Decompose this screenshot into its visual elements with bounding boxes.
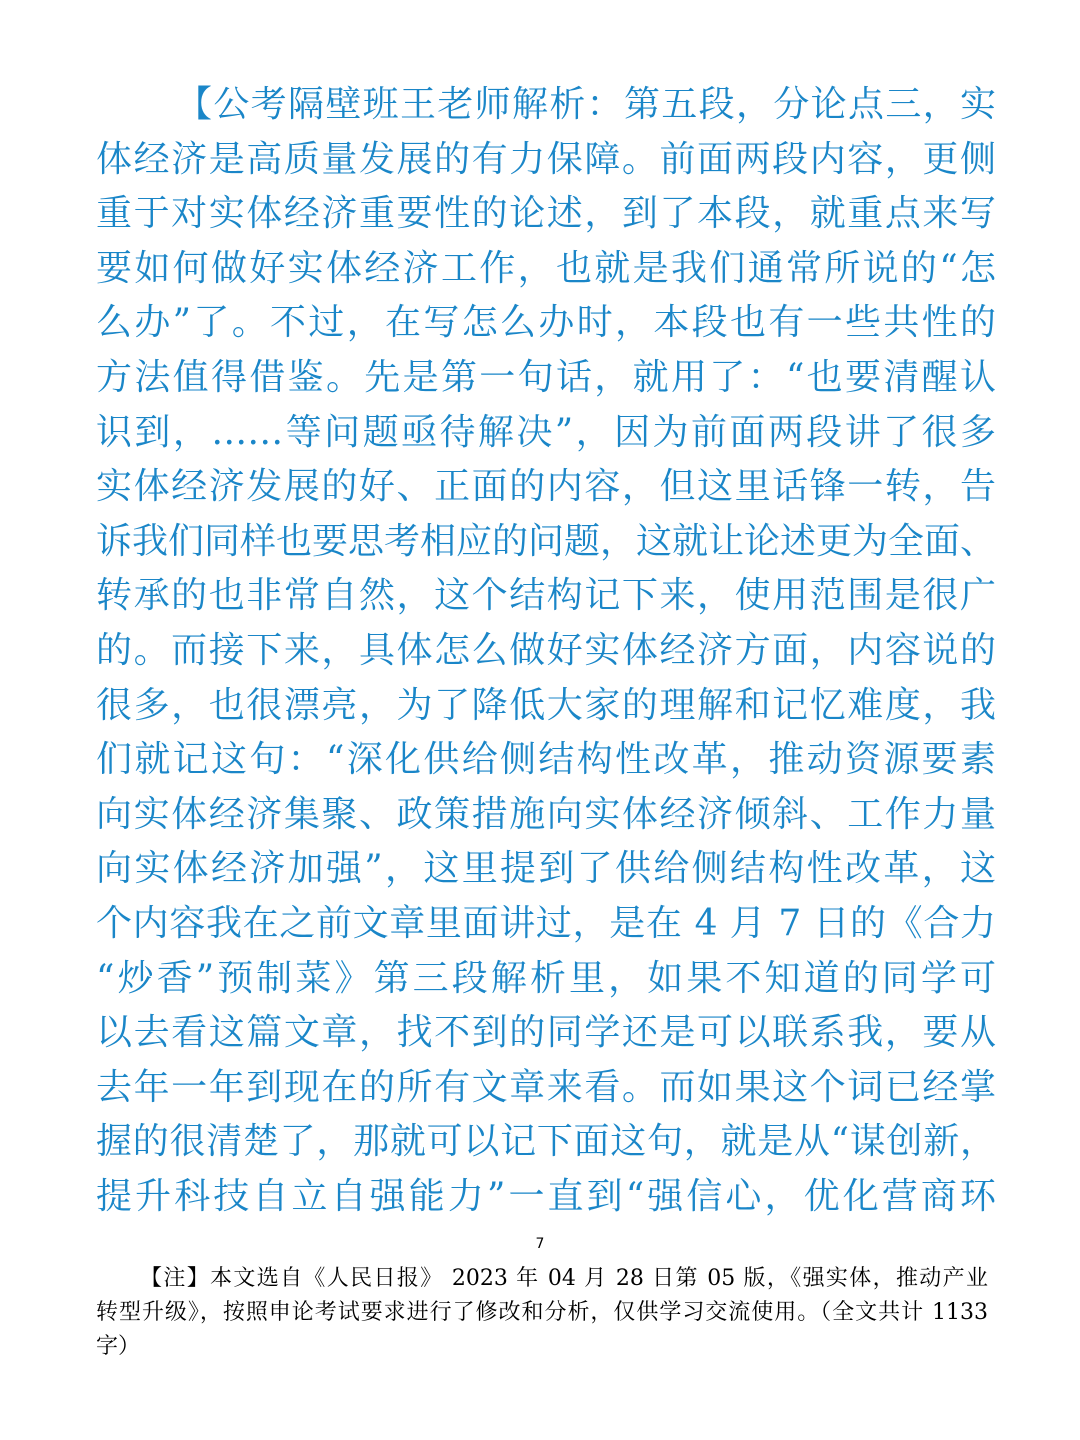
analysis-line: 实体经济发展的好、正面的内容，但这里话锋一转，告: [96, 466, 996, 508]
analysis-line: 向实体经济加强”，这里提到了供给侧结构性改革，这: [96, 848, 996, 890]
analysis-line: 以去看这篇文章，找不到的同学还是可以联系我，要从: [96, 1012, 996, 1054]
analysis-line: 【公考隔壁班王老师解析：第五段，分论点三，实: [176, 84, 996, 125]
analysis-line: 很多，也很漂亮，为了降低大家的理解和记忆难度，我: [96, 684, 996, 726]
analysis-line: 握的很清楚了，那就可以记下面这句，就是从“谋创新，: [96, 1121, 996, 1163]
note-line: 转型升级》，按照申论考试要求进行了修改和分析，仅供学习交流使用。（全文共计 1133: [96, 1300, 988, 1325]
analysis-line: 方法值得借鉴。先是第一句话，就用了：“也要清醒认: [96, 356, 996, 398]
analysis-line: 转承的也非常自然，这个结构记下来，使用范围是很广: [96, 575, 996, 617]
analysis-line: 诉我们同样也要思考相应的问题，这就让论述更为全面、: [96, 520, 997, 562]
analysis-line: 么办”了。不过，在写怎么办时，本段也有一些共性的: [96, 302, 996, 344]
note-line: 字）: [96, 1334, 141, 1359]
analysis-line: 个内容我在之前文章里面讲过，是在 4 月 7 日的《合力: [96, 902, 996, 944]
analysis-line: 重于对实体经济重要性的论述，到了本段，就重点来写: [96, 193, 996, 235]
analysis-line: “炒香”预制菜》第三段解析里，如果不知道的同学可: [96, 957, 996, 999]
analysis-line: 们就记这句：“深化供给侧结构性改革，推动资源要素: [96, 739, 996, 781]
analysis-line: 的。而接下来，具体怎么做好实体经济方面，内容说的: [96, 629, 996, 671]
analysis-line: 识到，……等问题亟待解决”，因为前面两段讲了很多: [96, 411, 996, 453]
page-number: 7: [535, 1236, 545, 1252]
analysis-paragraph: [96, 78, 996, 1224]
analysis-line: 去年一年到现在的所有文章来看。而如果这个词已经掌: [96, 1066, 996, 1108]
analysis-line: 要如何做好实体经济工作，也就是我们通常所说的“怎: [96, 247, 996, 289]
analysis-line: 提升科技自立自强能力”一直到“强信心，优化营商环: [96, 1175, 996, 1217]
note-line: 【注】本文选自《人民日报》 2023 年 04 月 28 日第 05 版，《强实体，推动产业: [140, 1266, 988, 1291]
source-note: [96, 1262, 988, 1364]
analysis-line: 向实体经济集聚、政策措施向实体经济倾斜、工作力量: [96, 793, 996, 835]
analysis-line: 体经济是高质量发展的有力保障。前面两段内容，更侧: [96, 138, 996, 180]
